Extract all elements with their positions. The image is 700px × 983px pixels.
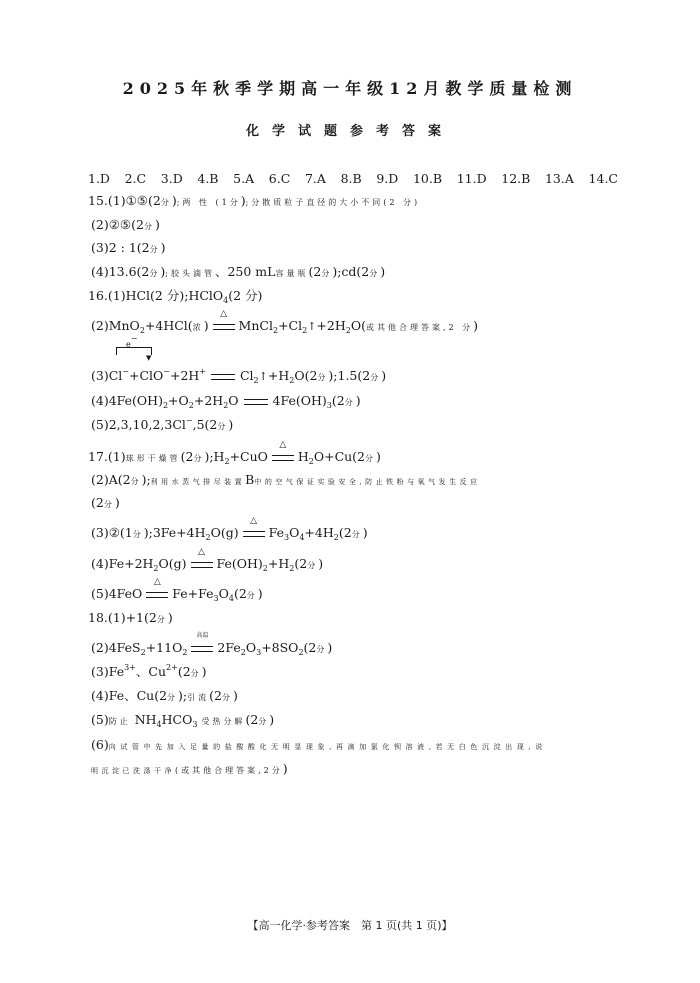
mc-answer: 11.D [456, 171, 487, 186]
q17-line-5: (5)4FeO △ $Fe+Fe_3O_4(2$分) [91, 576, 263, 603]
mc-answer: 3.D [160, 171, 183, 186]
q15-line-2: (2)②⑤(2分) [91, 217, 160, 232]
q17-line-1: 17.(1)球形干燥管(2分)$;H_2+CuO$ △ $H_2O+Cu(2$分) [88, 439, 381, 466]
q15-line-1: 15.(1)①⑤(2分);两 性 (1分);分散质粒子直径的大小不同(2 分) [88, 193, 421, 208]
q18-line-6: (6)向试管中先加入足量的盐酸酸化无明显现象,再滴加氯化钡溶液,若无白色沉淀出现,说 [91, 737, 547, 752]
arrow-down-icon: ▼ [146, 354, 152, 362]
mc-answer: 2.C [124, 171, 147, 186]
q18-line-4: (4)Fe、Cu(2分);引流(2分) [91, 688, 238, 703]
heat-condition-arrow: △ [191, 559, 213, 571]
q18-line-7: 明沉淀已洗涤干净(或其他合理答案,2分) [91, 761, 288, 776]
mc-answer: 6.C [268, 171, 291, 186]
mc-answer: 14.C [588, 171, 618, 186]
q17-line-3: (3)②(1分)$;3Fe+4H_2O(g)$ △ $Fe_3O_4+4H_2(2$分) [91, 515, 368, 542]
q18-line-1: 18.(1)+1(2分) [88, 610, 173, 625]
q17-line-2: (2)A(2分);利用水蒸气排尽装置B中的空气保证实验安全,防止铁粉与氧气发生反应 [91, 472, 481, 487]
page-footer: 【高一化学·参考答案 第 1 页(共 1 页)】 [247, 919, 453, 932]
mc-answer: 4.B [197, 171, 219, 186]
q18-line-3: $(3)Fe^{3+}$、$Cu^{2+}(2$分) [91, 663, 207, 679]
q18-line-5: (5)防止 $NH_4HCO_3$ 受热分解(2分) [91, 712, 275, 729]
q15-line-3: (3)2 : 1(2分) [91, 240, 166, 255]
q16-line-4: $(4)4Fe(OH)_2+O_2+2H_2O$ $4Fe(OH)_3(2$分) [91, 393, 361, 410]
mc-answer: 12.B [501, 171, 531, 186]
mc-answer: 1.D [88, 171, 110, 186]
q16-line-5: (5)2,3,10,2,3Cl−,5(2分) [91, 416, 234, 432]
q16-line-3: (3)Cl−+ClO−+2H+ $Cl_2↑+H_2O(2$分);1.5(2分) [91, 367, 387, 385]
electron-label: e− [126, 334, 138, 349]
heat-condition-arrow: △ [146, 589, 168, 601]
mc-answer: 7.A [304, 171, 326, 186]
mc-answer: 8.B [340, 171, 362, 186]
q18-line-2: $(2)4FeS_2+11O_2$ 高温 $2Fe_2O_3+8SO_2(2$分) [91, 631, 333, 657]
q15-line-4: (4)13.6(2分);胶头滴管、250 mL容量瓶(2分);cd(2分) [91, 264, 386, 279]
equals-sign [211, 374, 235, 380]
mc-answer: 9.D [376, 171, 399, 186]
high-temperature-arrow: 高温 [191, 643, 213, 655]
mc-answer: 5.A [233, 171, 255, 186]
heat-condition-arrow: △ [213, 321, 235, 333]
page-title: 2025年秋季学期高一年级12月教学质量检测 [122, 79, 578, 98]
q17-line-2b: (2分) [91, 495, 120, 510]
mc-answer: 13.A [544, 171, 574, 186]
heat-condition-arrow: △ [243, 528, 265, 540]
q17-line-4: $(4)Fe+2H_2O(g)$ △ $Fe(OH)_2+H_2(2$分) [91, 546, 324, 573]
q16-line-2: (2)MnO$_2$+4HCl(浓) △ $MnCl_2+Cl_2↑+2H_2O$(或其他合理答案,2 分) [91, 308, 479, 335]
equals-sign [244, 399, 268, 405]
multiple-choice-answers [88, 171, 618, 186]
q16-line-1: 16.(1)HCl(2 分);HClO$_4$(2 分) [88, 288, 263, 305]
heat-condition-arrow: △ [272, 452, 294, 464]
page-subtitle: 化学试题参考答案 [245, 124, 454, 139]
mc-answer: 10.B [412, 171, 443, 186]
